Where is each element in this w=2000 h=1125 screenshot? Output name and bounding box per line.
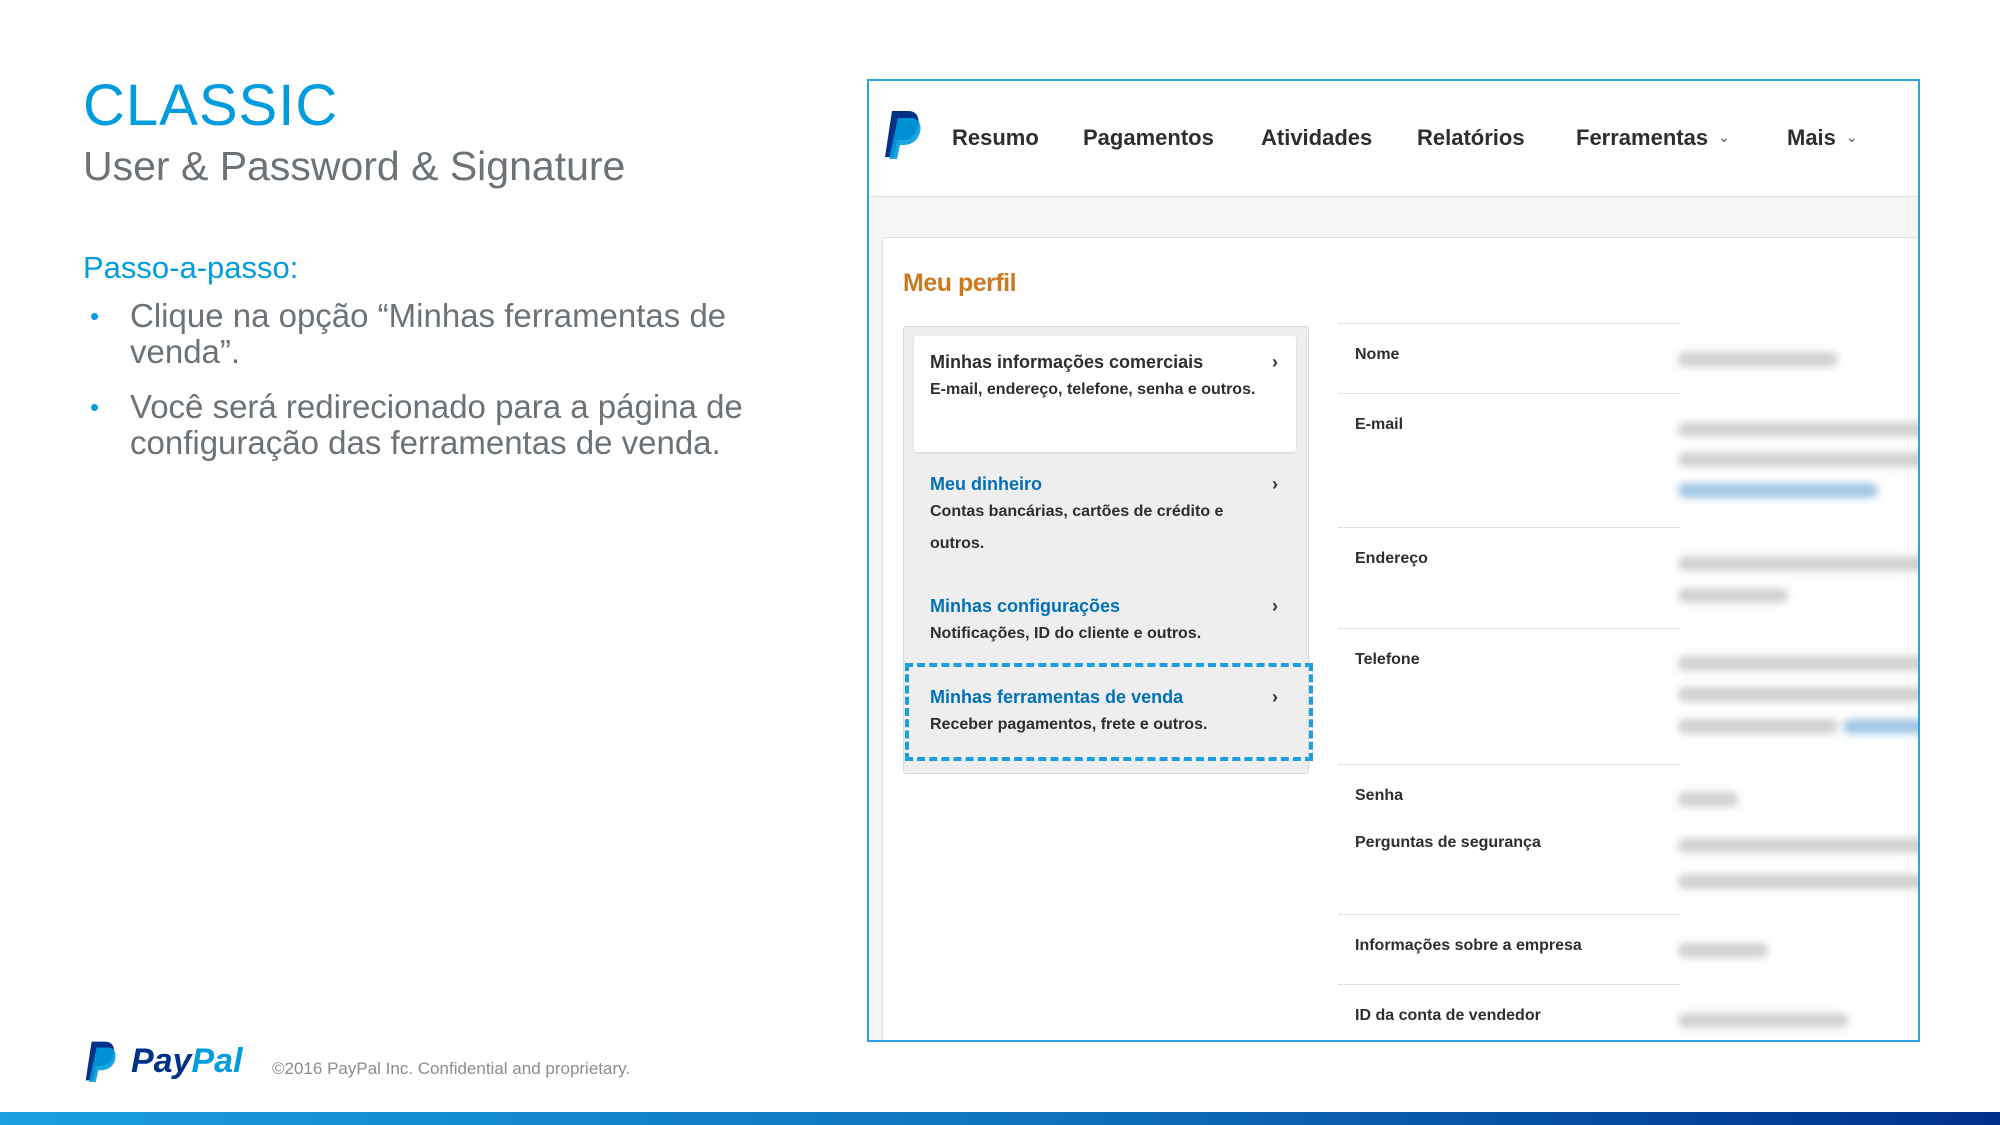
paypal-footer-logo [83,1040,243,1082]
step-text: Você será redirecionado para a página de configuração das ferramentas de venda. [130,388,743,461]
field-divider [1339,764,1679,765]
field-label-telefone: Telefone [1355,651,1420,668]
top-navigation [869,81,1918,197]
blurred-value [1678,838,1920,853]
menu-item-desc: E-mail, endereço, telefone, senha e outros. [930,381,1256,398]
nav-resumo[interactable]: Resumo [952,125,1039,150]
blurred-value [1678,656,1920,671]
menu-item-desc: Receber pagamentos, frete e outros. [930,716,1208,733]
wordmark-pal: Pal [191,1041,243,1080]
blurred-value [1678,687,1920,702]
field-label-senha: Senha [1355,787,1404,804]
nav-ferramentas[interactable] [1576,125,1730,151]
menu-item-meu-dinheiro[interactable] [914,458,1296,574]
field-label-id-conta-vendedor: ID da conta de vendedor [1355,1007,1541,1024]
chevron-right-icon: › [1272,596,1278,616]
blurred-value [1678,943,1768,958]
paypal-wordmark [131,1042,243,1081]
step-item [83,298,763,370]
chevron-down-icon: ⌄ [1845,129,1858,145]
menu-item-title: Minhas ferramentas de venda [930,687,1184,707]
menu-item-title: Meu dinheiro [930,474,1042,494]
nav-atividades[interactable]: Atividades [1261,125,1373,150]
field-divider [1339,984,1679,985]
nav-mais[interactable] [1787,125,1858,151]
blurred-value [1678,422,1920,437]
profile-content [869,197,1918,1042]
paypal-logo-icon[interactable] [882,109,922,159]
blurred-value [1678,452,1920,467]
field-divider [1339,323,1679,324]
menu-item-ferramentas-de-venda[interactable] [914,671,1296,755]
blurred-value [1678,352,1838,367]
field-label-email: E-mail [1355,416,1404,433]
field-divider [1339,393,1679,394]
field-label-nome: Nome [1355,346,1400,363]
field-label-perguntas-seguranca: Perguntas de segurança [1355,834,1541,851]
nav-ferramentas-label: Ferramentas [1576,125,1709,150]
nav-mais-label: Mais [1787,125,1836,150]
chevron-right-icon: › [1272,352,1278,372]
menu-item-desc: Contas bancárias, cartões de crédito e outros. [930,503,1224,552]
bullet-icon: • [90,301,100,331]
menu-item-title: Minhas informações comerciais [930,352,1204,372]
menu-item-desc: Notificações, ID do cliente e outros. [930,625,1202,642]
paypal-screenshot [867,79,1920,1042]
step-text: Clique na opção “Minhas ferramentas de venda”. [130,297,727,370]
step-item [83,389,763,461]
slide-title: CLASSIC [83,73,339,138]
blurred-value [1678,719,1838,734]
field-divider [1339,628,1679,629]
profile-title: Meu perfil [903,269,1017,297]
profile-menu [903,326,1309,774]
paypal-logo-icon [83,1040,117,1082]
blurred-value [1678,556,1920,571]
chevron-down-icon: ⌄ [1718,129,1730,145]
menu-item-informacoes-comerciais[interactable] [914,336,1296,452]
field-label-endereco: Endereço [1355,550,1428,567]
blurred-value [1678,1013,1848,1028]
slide-subtitle: User & Password & Signature [83,143,626,189]
blurred-value [1678,483,1878,498]
profile-panel [882,237,1920,1042]
menu-item-title: Minhas configurações [930,596,1121,616]
blurred-value [1843,719,1920,734]
bottom-accent-bar [0,1112,2000,1125]
steps-heading: Passo-a-passo: [83,250,299,285]
field-divider [1339,914,1679,915]
bullet-icon: • [90,392,100,422]
field-label-informacoes-empresa: Informações sobre a empresa [1355,937,1582,954]
field-divider [1339,527,1679,528]
steps-list [83,298,763,480]
blurred-value [1678,792,1738,807]
menu-item-minhas-configuracoes[interactable] [914,580,1296,660]
chevron-right-icon: › [1272,687,1278,707]
chevron-right-icon: › [1272,474,1278,494]
wordmark-pay: Pay [131,1041,192,1080]
blurred-value [1678,874,1920,889]
nav-pagamentos[interactable]: Pagamentos [1083,125,1214,150]
nav-relatorios[interactable]: Relatórios [1417,125,1525,150]
copyright-text: ©2016 PayPal Inc. Confidential and proprietary. [272,1059,631,1078]
blurred-value [1678,588,1788,603]
